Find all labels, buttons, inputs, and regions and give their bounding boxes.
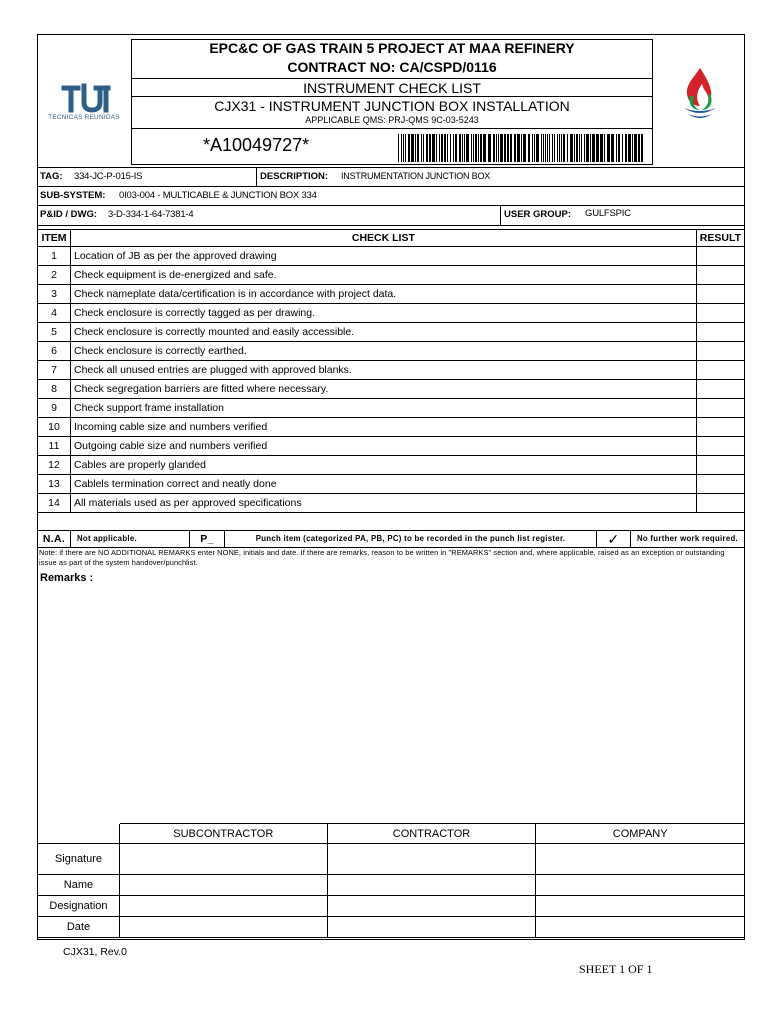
col-subcontractor: SUBCONTRACTOR	[119, 824, 327, 844]
result-cell[interactable]	[696, 494, 744, 513]
signature-field[interactable]	[327, 844, 536, 875]
legend-na-text: Not applicable.	[71, 531, 190, 547]
table-row	[38, 361, 745, 380]
table-row	[38, 285, 745, 304]
info-divider	[256, 167, 257, 186]
col-company: COMPANY	[536, 824, 745, 844]
tag-value: 334-JC-P-015-IS	[74, 171, 143, 182]
check-mark-icon: ✓	[597, 531, 631, 547]
signature-row	[38, 917, 745, 938]
name-field[interactable]	[536, 875, 745, 896]
header-divider	[131, 96, 653, 97]
checklist-title: INSTRUMENT CHECK LIST	[303, 80, 481, 96]
signature-row	[38, 896, 745, 917]
check-item-text: Location of JB as per the approved drawing	[71, 247, 697, 266]
result-cell[interactable]	[696, 361, 744, 380]
subsystem-value: 0I03-004 - MULTICABLE & JUNCTION BOX 334	[119, 190, 317, 201]
table-row	[38, 266, 745, 285]
item-number: 2	[38, 266, 71, 285]
item-number: 3	[38, 285, 71, 304]
table-row	[38, 247, 745, 266]
check-item-text: Check nameplate data/certification is in accordance with project data.	[71, 285, 697, 304]
pid-value: 3-D-334-1-64-7381-4	[108, 209, 194, 220]
table-row	[38, 380, 745, 399]
form-title: CJX31 - INSTRUMENT JUNCTION BOX INSTALLATION	[214, 98, 570, 114]
item-number: 14	[38, 494, 71, 513]
item-number: 8	[38, 380, 71, 399]
signature-row	[38, 875, 745, 896]
row-label-signature: Signature	[38, 844, 120, 875]
result-cell[interactable]	[696, 247, 744, 266]
result-cell[interactable]	[696, 475, 744, 494]
result-cell[interactable]	[696, 437, 744, 456]
table-row	[38, 304, 745, 323]
table-row	[38, 475, 745, 494]
date-field[interactable]	[119, 917, 327, 938]
item-number: 5	[38, 323, 71, 342]
item-number: 1	[38, 247, 71, 266]
signature-field[interactable]	[119, 844, 327, 875]
subsystem-label: SUB-SYSTEM:	[40, 190, 106, 201]
table-row	[38, 399, 745, 418]
header-divider	[131, 128, 653, 129]
row-label-date: Date	[38, 917, 120, 938]
date-field[interactable]	[536, 917, 745, 938]
result-cell[interactable]	[696, 266, 744, 285]
info-divider	[37, 186, 745, 187]
item-number: 12	[38, 456, 71, 475]
result-cell[interactable]	[696, 380, 744, 399]
table-row	[38, 323, 745, 342]
header-divider	[131, 78, 653, 79]
document-code: *A10049727*	[203, 135, 310, 155]
flame-logo-icon	[676, 66, 724, 124]
result-cell[interactable]	[696, 399, 744, 418]
result-cell[interactable]	[696, 285, 744, 304]
item-number: 4	[38, 304, 71, 323]
result-cell[interactable]	[696, 456, 744, 475]
blank-cell	[38, 824, 120, 844]
pid-label: P&ID / DWG:	[40, 209, 97, 220]
col-item-header: ITEM	[38, 230, 71, 247]
item-number: 10	[38, 418, 71, 437]
check-item-text: Check segregation barriers are fitted where necessary.	[71, 380, 697, 399]
table-row	[38, 456, 745, 475]
legend-check-text: No further work required.	[636, 534, 739, 543]
description-label: DESCRIPTION:	[260, 171, 329, 182]
designation-field[interactable]	[327, 896, 536, 917]
contract-number: CONTRACT NO: CA/CSPD/0116	[287, 59, 497, 75]
checklist-header-row	[38, 230, 745, 247]
form-revision: CJX31, Rev.0	[63, 946, 127, 958]
check-item-text: Outgoing cable size and numbers verified	[71, 437, 697, 456]
sheet-number: SHEET 1 OF 1	[579, 962, 653, 976]
check-item-text: Check enclosure is correctly tagged as per drawing.	[71, 304, 697, 323]
checklist-table	[37, 229, 745, 513]
info-divider	[37, 205, 745, 206]
col-result-header: RESULT	[696, 230, 744, 247]
check-item-text: Cablels termination correct and neatly done	[71, 475, 697, 494]
applicable-qms: APPLICABLE QMS: PRJ-QMS 9C-03-5243	[305, 115, 479, 125]
remarks-label: Remarks :	[40, 572, 94, 584]
tag-label: TAG:	[40, 171, 63, 182]
description-value: INSTRUMENTATION JUNCTION BOX	[341, 171, 491, 181]
item-number: 13	[38, 475, 71, 494]
check-item-text: Check equipment is de-energized and safe.	[71, 266, 697, 285]
check-item-text: Incoming cable size and numbers verified	[71, 418, 697, 437]
row-label-designation: Designation	[38, 896, 120, 917]
signature-header-row	[38, 824, 745, 844]
item-number: 7	[38, 361, 71, 380]
result-cell[interactable]	[696, 304, 744, 323]
check-item-text: Check enclosure is correctly mounted and easily accessible.	[71, 323, 697, 342]
result-cell[interactable]	[696, 323, 744, 342]
check-item-text: All materials used as per approved specifications	[71, 494, 697, 513]
item-number: 9	[38, 399, 71, 418]
name-field[interactable]	[327, 875, 536, 896]
name-field[interactable]	[119, 875, 327, 896]
remarks-note: Note: if there are NO ADDITIONAL REMARKS enter NONE, initials and date. If there are remarks, reason to be written in "REMARKS" section and, where applicable, raised as an exception or outstanding issue as part of the system handover/punchlist.	[39, 548, 725, 567]
legend-na-code: N.A.	[38, 531, 71, 547]
designation-field[interactable]	[536, 896, 745, 917]
designation-field[interactable]	[119, 896, 327, 917]
table-row	[38, 494, 745, 513]
legend-p-text: Punch item (categorized PA, PB, PC) to be recorded in the punch list register.	[225, 531, 597, 547]
col-contractor: CONTRACTOR	[327, 824, 536, 844]
user-group-value: GULFSPIC	[585, 208, 631, 219]
logo-company-name: TECNICAS REUNIDAS	[48, 114, 120, 121]
result-cell[interactable]	[696, 418, 744, 437]
signature-table	[37, 823, 745, 938]
project-title: EPC&C OF GAS TRAIN 5 PROJECT AT MAA REFINERY	[209, 40, 575, 56]
legend-row	[37, 530, 745, 548]
check-item-text: Check support frame installation	[71, 399, 697, 418]
signature-row	[38, 844, 745, 875]
check-item-text: Check enclosure is correctly earthed.	[71, 342, 697, 361]
check-item-text: Check all unused entries are plugged with approved blanks.	[71, 361, 697, 380]
table-row	[38, 418, 745, 437]
user-group-label: USER GROUP:	[504, 209, 572, 220]
table-row	[38, 342, 745, 361]
result-cell[interactable]	[696, 342, 744, 361]
check-item-text: Cables are properly glanded	[71, 456, 697, 475]
barcode	[398, 134, 644, 162]
row-label-name: Name	[38, 875, 120, 896]
date-field[interactable]	[327, 917, 536, 938]
item-number: 11	[38, 437, 71, 456]
info-divider	[500, 205, 501, 226]
col-check-header: CHECK LIST	[71, 230, 697, 247]
table-row	[38, 437, 745, 456]
legend-p-code: P_	[190, 531, 225, 547]
item-number: 6	[38, 342, 71, 361]
signature-field[interactable]	[536, 844, 745, 875]
